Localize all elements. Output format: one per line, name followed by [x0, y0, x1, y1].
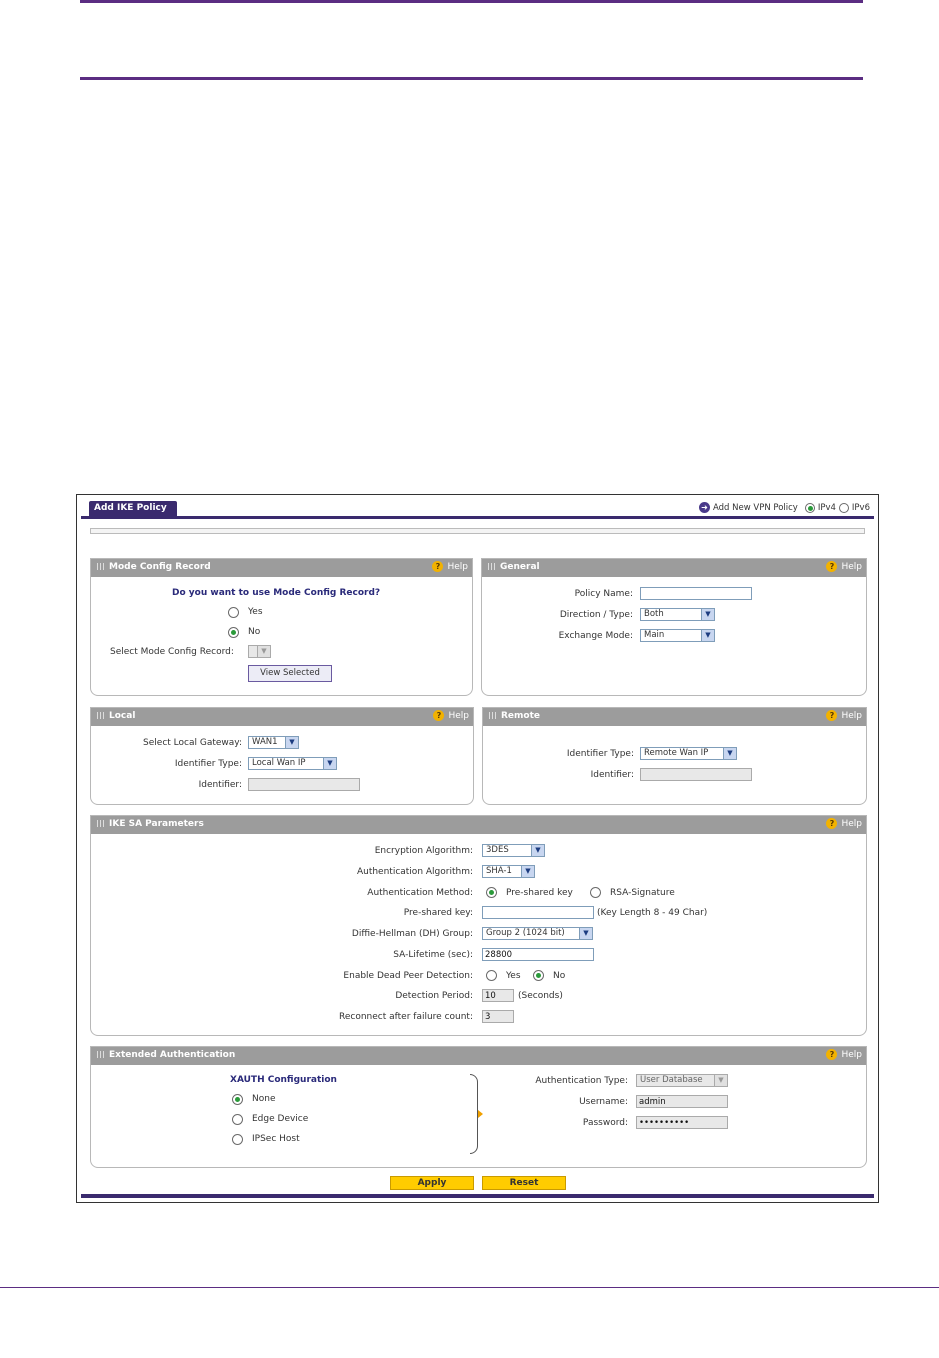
pre-shared-key-option-label: Pre-shared key [506, 888, 573, 898]
chevron-down-icon: ▼ [521, 866, 534, 877]
password-input[interactable] [636, 1116, 728, 1129]
grip-icon [97, 712, 104, 719]
reconnect-count-label: Reconnect after failure count: [339, 1012, 473, 1022]
select-value: Group 2 (1024 bit) [486, 928, 565, 938]
direction-type-select[interactable] [640, 608, 715, 621]
select-value: SHA-1 [486, 866, 512, 876]
mode-config-no-label: No [248, 627, 261, 637]
select-value: Remote Wan IP [644, 748, 709, 758]
xauth-edge-device-radio[interactable] [232, 1114, 243, 1125]
xauth-ipsec-host-radio[interactable] [232, 1134, 243, 1145]
xauth-ipsec-host-label: IPSec Host [252, 1134, 300, 1144]
local-identifier-input[interactable] [248, 778, 360, 791]
dh-group-select[interactable] [482, 927, 593, 940]
chevron-down-icon: ▼ [531, 845, 544, 856]
remote-identifier-type-select[interactable] [640, 747, 737, 760]
tab-underline [81, 516, 874, 519]
remote-identifier-type-label: Identifier Type: [566, 749, 634, 759]
auth-type-label: Authentication Type: [535, 1076, 628, 1086]
help-link[interactable] [826, 818, 862, 829]
select-value: WAN1 [252, 737, 278, 747]
rsa-signature-radio[interactable] [590, 887, 601, 898]
authentication-algorithm-label: Authentication Algorithm: [356, 867, 473, 877]
arrow-right-icon: ➜ [699, 502, 710, 513]
help-label: Help [447, 561, 468, 572]
mode-config-question: Do you want to use Mode Config Record? [172, 588, 381, 598]
policy-name-input[interactable] [640, 587, 752, 600]
xauth-none-label: None [252, 1094, 276, 1104]
panel-header [91, 1047, 866, 1065]
local-gateway-select[interactable] [248, 736, 299, 749]
help-label: Help [841, 710, 862, 721]
help-icon: ? [433, 710, 444, 721]
mode-config-no-radio[interactable] [228, 627, 239, 638]
exchange-mode-select[interactable] [640, 629, 715, 642]
help-link[interactable] [432, 561, 468, 572]
help-icon: ? [826, 561, 837, 572]
chevron-down-icon: ▼ [701, 630, 714, 641]
authentication-method-label: Authentication Method: [367, 888, 473, 898]
local-panel [90, 707, 474, 805]
select-value: Local Wan IP [252, 758, 306, 768]
dpd-no-label: No [553, 971, 566, 981]
select-value: Main [644, 630, 665, 640]
pre-shared-key-radio[interactable] [486, 887, 497, 898]
username-label: Username: [579, 1097, 628, 1107]
remote-identifier-input[interactable] [640, 768, 752, 781]
panel-title: Extended Authentication [109, 1050, 236, 1060]
panel-title: Local [109, 711, 136, 721]
apply-button[interactable]: Apply [390, 1176, 474, 1190]
local-identifier-type-select[interactable] [248, 757, 337, 770]
remote-panel [482, 707, 867, 805]
message-bar [90, 528, 865, 534]
local-identifier-label: Identifier: [198, 780, 242, 790]
chevron-down-icon: ▼ [579, 928, 592, 939]
select-value: User Database [640, 1075, 703, 1085]
chevron-down-icon: ▼ [723, 748, 736, 759]
help-icon: ? [826, 1049, 837, 1060]
help-label: Help [841, 561, 862, 572]
pre-shared-key-input[interactable] [482, 906, 594, 919]
reset-button[interactable]: Reset [482, 1176, 566, 1190]
pre-shared-key-label: Pre-shared key: [403, 908, 473, 918]
dpd-yes-label: Yes [506, 971, 521, 981]
extended-authentication-panel [90, 1046, 867, 1168]
ipv6-radio[interactable] [839, 503, 849, 513]
panel-header [91, 708, 473, 726]
help-link[interactable] [826, 710, 862, 721]
mode-config-panel [90, 558, 473, 696]
select-mode-config-label: Select Mode Config Record: [110, 647, 234, 657]
direction-type-label: Direction / Type: [559, 610, 633, 620]
tab-add-ike-policy[interactable]: Add IKE Policy [89, 501, 177, 517]
ike-sa-parameters-panel [90, 815, 867, 1036]
encryption-algorithm-label: Encryption Algorithm: [374, 846, 473, 856]
panel-title: IKE SA Parameters [109, 819, 204, 829]
ipv4-label: IPv4 [817, 502, 836, 513]
help-label: Help [841, 1049, 862, 1060]
select-mode-config-dropdown[interactable] [248, 645, 271, 658]
help-link[interactable] [826, 561, 862, 572]
grip-icon [488, 563, 495, 570]
panel-title: Remote [501, 711, 541, 721]
remote-identifier-label: Identifier: [590, 770, 634, 780]
brace-divider [470, 1074, 478, 1154]
rsa-signature-option-label: RSA-Signature [610, 888, 675, 898]
add-new-vpn-policy-link[interactable]: Add New VPN Policy [712, 502, 798, 513]
help-label: Help [841, 818, 862, 829]
general-panel [481, 558, 867, 696]
dead-peer-detection-label: Enable Dead Peer Detection: [343, 971, 473, 981]
xauth-edge-device-label: Edge Device [252, 1114, 309, 1124]
detection-period-unit: (Seconds) [518, 991, 563, 1001]
select-value: 3DES [486, 845, 509, 855]
second-rule [80, 77, 863, 80]
panel-title: General [500, 562, 540, 572]
authentication-algorithm-select[interactable] [482, 865, 535, 878]
sa-lifetime-label: SA-Lifetime (sec): [393, 950, 473, 960]
local-identifier-type-label: Identifier Type: [174, 759, 242, 769]
mode-config-yes-radio[interactable] [228, 607, 239, 618]
select-value: Both [644, 609, 664, 619]
view-selected-button[interactable]: View Selected [248, 665, 332, 682]
help-link[interactable] [433, 710, 469, 721]
ike-policy-screenshot [76, 494, 879, 1203]
ipv4-radio[interactable] [805, 503, 815, 513]
password-label: Password: [582, 1118, 628, 1128]
xauth-none-radio[interactable] [232, 1094, 243, 1105]
dpd-no-radio[interactable] [533, 970, 544, 981]
help-icon: ? [826, 818, 837, 829]
brace-arrow-icon [478, 1110, 483, 1118]
reconnect-count-input[interactable] [482, 1010, 514, 1023]
chevron-down-icon: ▼ [285, 737, 298, 748]
auth-type-select[interactable] [636, 1074, 728, 1087]
exchange-mode-label: Exchange Mode: [558, 631, 633, 641]
pre-shared-key-hint: (Key Length 8 - 49 Char) [597, 908, 708, 918]
panel-header [482, 559, 866, 577]
mode-config-yes-label: Yes [248, 607, 263, 617]
panel-header [483, 708, 866, 726]
footer-rule [0, 1287, 939, 1288]
chevron-down-icon: ▼ [257, 646, 270, 657]
grip-icon [97, 563, 104, 570]
top-rule [80, 0, 863, 3]
chevron-down-icon: ▼ [323, 758, 336, 769]
local-gateway-label: Select Local Gateway: [143, 738, 242, 748]
bottom-border [81, 1194, 874, 1198]
help-link[interactable] [826, 1049, 862, 1060]
username-input[interactable] [636, 1095, 728, 1108]
chevron-down-icon: ▼ [714, 1075, 727, 1086]
chevron-down-icon: ▼ [701, 609, 714, 620]
sa-lifetime-input[interactable] [482, 948, 594, 961]
grip-icon [97, 1051, 104, 1058]
detection-period-label: Detection Period: [395, 991, 473, 1001]
help-icon: ? [826, 710, 837, 721]
detection-period-input[interactable] [482, 989, 514, 1002]
panel-header [91, 559, 472, 577]
top-navigation [699, 502, 870, 513]
encryption-algorithm-select[interactable] [482, 844, 545, 857]
help-label: Help [448, 710, 469, 721]
help-icon: ? [432, 561, 443, 572]
xauth-configuration-title: XAUTH Configuration [230, 1075, 337, 1085]
ipv6-label: IPv6 [851, 502, 870, 513]
panel-header [91, 816, 866, 834]
dh-group-label: Diffie-Hellman (DH) Group: [351, 929, 473, 939]
panel-title: Mode Config Record [109, 562, 211, 572]
dpd-yes-radio[interactable] [486, 970, 497, 981]
grip-icon [97, 820, 104, 827]
policy-name-label: Policy Name: [574, 589, 633, 599]
grip-icon [489, 712, 496, 719]
